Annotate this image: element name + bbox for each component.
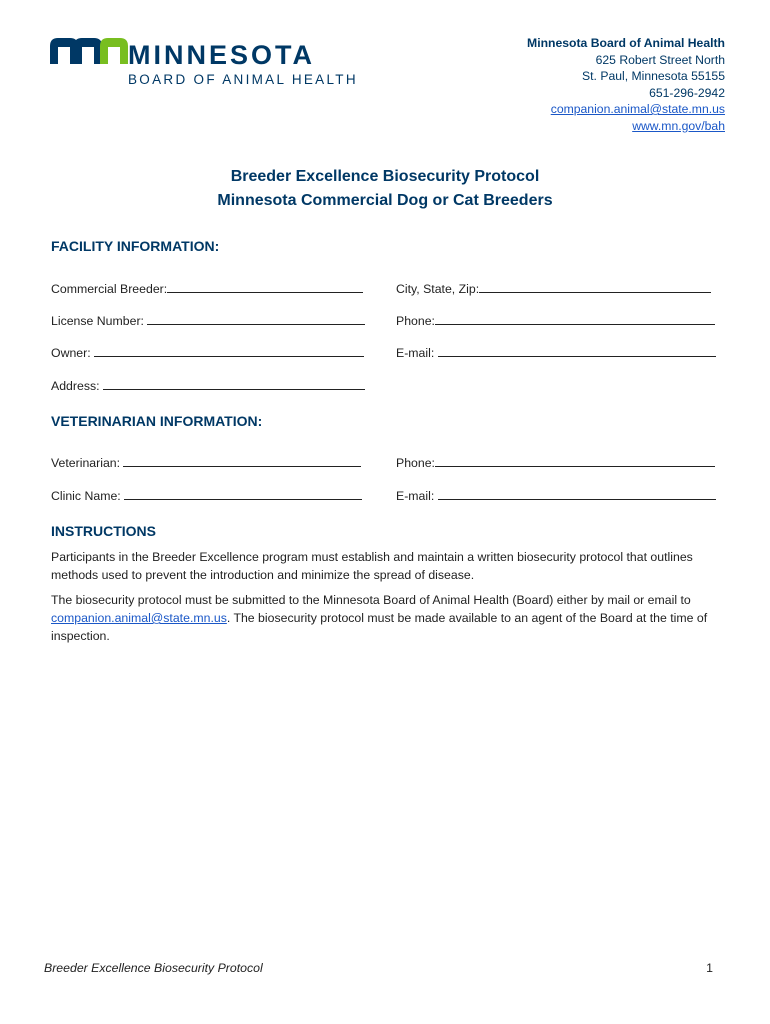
vet-phone-label: Phone: — [396, 456, 435, 470]
veterinarian-heading: VETERINARIAN INFORMATION: — [51, 413, 263, 429]
instructions-paragraph-2 — [51, 591, 721, 645]
logo-wordmark: MINNESOTA — [128, 40, 315, 70]
vet-email-line[interactable] — [438, 488, 716, 500]
instructions-heading: INSTRUCTIONS — [51, 523, 156, 539]
facility-email-line[interactable] — [438, 345, 716, 357]
para2-text-before: The biosecurity protocol must be submitted to the Minnesota Board of Animal Health (Board) either by mail or email to — [51, 593, 691, 607]
clinic-name-label: Clinic Name: — [51, 489, 121, 503]
city-state-zip-field[interactable] — [396, 281, 711, 296]
contact-block — [527, 35, 725, 134]
facility-heading: FACILITY INFORMATION: — [51, 238, 220, 254]
title-line-1: Breeder Excellence Biosecurity Protocol — [230, 168, 540, 185]
vet-phone-line[interactable] — [435, 455, 715, 467]
owner-field[interactable] — [51, 345, 364, 360]
logo-subtitle: BOARD OF ANIMAL HEALTH — [128, 72, 358, 87]
owner-label: Owner: — [51, 346, 91, 360]
contact-email-link[interactable]: companion.animal@state.mn.us — [550, 102, 725, 116]
contact-street: 625 Robert Street North — [595, 52, 725, 67]
facility-phone-field[interactable] — [396, 313, 715, 328]
address-line[interactable] — [103, 378, 365, 390]
footer-title: Breeder Excellence Biosecurity Protocol — [44, 961, 263, 975]
vet-email-label: E-mail: — [396, 489, 435, 503]
facility-phone-line[interactable] — [435, 313, 715, 325]
address-field[interactable] — [51, 378, 365, 393]
contact-city: St. Paul, Minnesota 55155 — [582, 69, 725, 83]
license-number-label: License Number: — [51, 314, 144, 328]
owner-line[interactable] — [94, 345, 364, 357]
para2-email-link[interactable]: companion.animal@state.mn.us — [51, 611, 227, 625]
veterinarian-label: Veterinarian: — [51, 456, 121, 470]
facility-phone-label: Phone: — [396, 314, 435, 328]
facility-email-label: E-mail: — [396, 346, 435, 360]
address-label: Address: — [51, 379, 100, 393]
contact-website-link[interactable]: www.mn.gov/bah — [632, 118, 725, 133]
commercial-breeder-field[interactable] — [51, 281, 363, 296]
page-number: 1 — [706, 961, 713, 975]
city-state-zip-label: City, State, Zip: — [396, 282, 480, 296]
clinic-name-line[interactable] — [124, 488, 362, 500]
commercial-breeder-line[interactable] — [167, 281, 363, 293]
facility-email-field[interactable] — [396, 345, 716, 360]
vet-phone-field[interactable] — [396, 455, 715, 470]
city-state-zip-line[interactable] — [479, 281, 711, 293]
commercial-breeder-label: Commercial Breeder: — [51, 282, 168, 296]
contact-org: Minnesota Board of Animal Health — [527, 36, 725, 50]
title-line-2: Minnesota Commercial Dog or Cat Breeders — [217, 192, 553, 209]
para2-text-after: . The biosecurity protocol must be made available to an agent of the Board at the time of inspection. — [51, 611, 708, 643]
license-number-field[interactable] — [51, 313, 365, 328]
document-title — [0, 165, 770, 213]
veterinarian-field[interactable] — [51, 455, 361, 470]
veterinarian-line[interactable] — [123, 455, 361, 467]
clinic-name-field[interactable] — [51, 488, 362, 503]
contact-phone: 651-296-2942 — [649, 85, 725, 100]
vet-email-field[interactable] — [396, 488, 716, 503]
license-number-line[interactable] — [147, 313, 365, 325]
instructions-paragraph-1: Participants in the Breeder Excellence program must establish and maintain a written biosecurity protocol that outlines methods used to prevent the introduction and minimize the spread of disease. — [51, 550, 693, 582]
